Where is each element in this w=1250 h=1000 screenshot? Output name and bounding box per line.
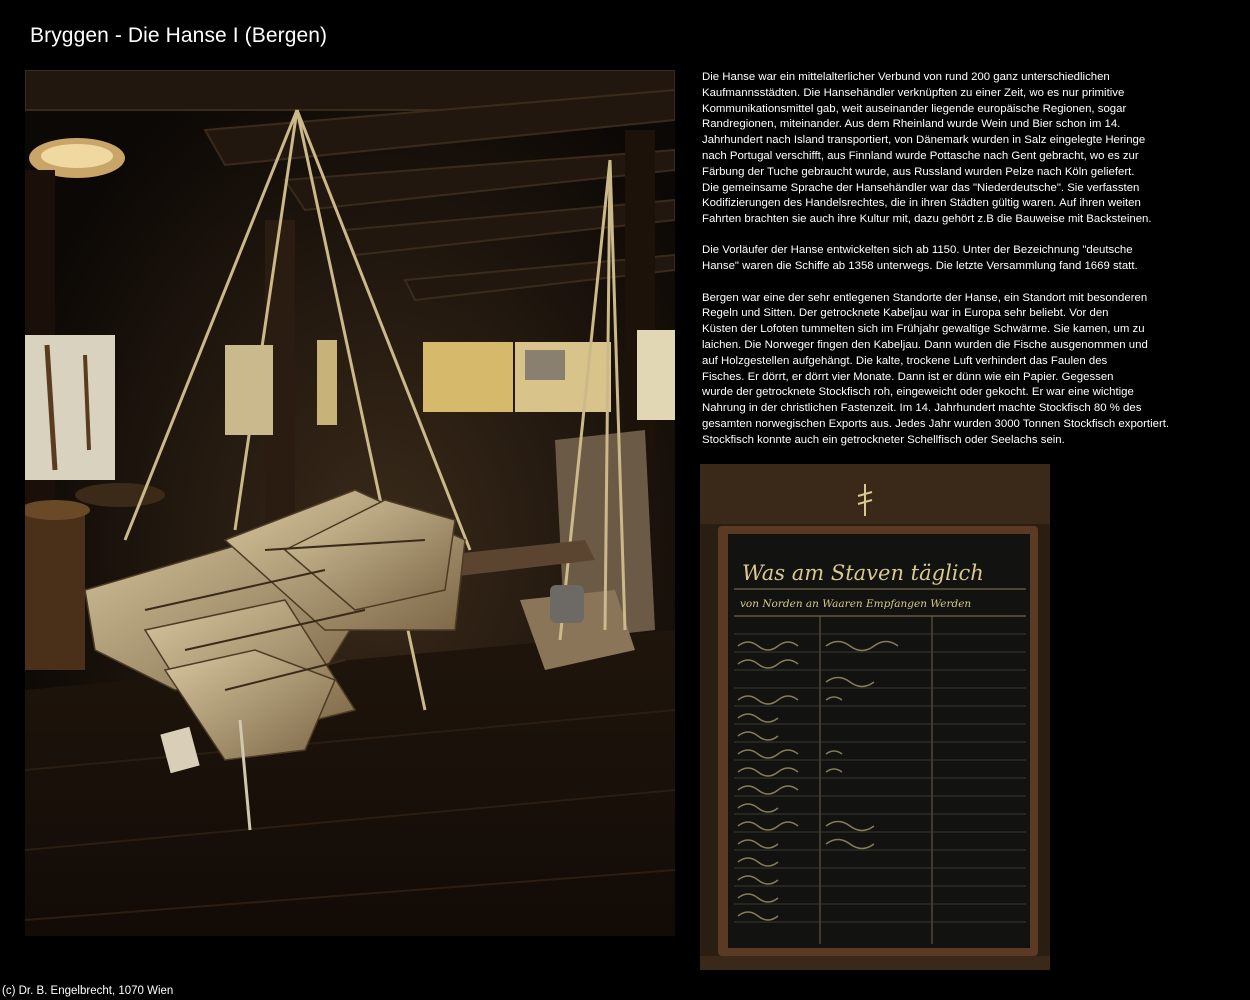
blackboard-illustration [700,464,1050,970]
board-heading: Was am Staven täglich [742,561,984,585]
copyright-credit: (c) Dr. B. Engelbrecht, 1070 Wien [2,985,174,997]
blackboard-photo [700,464,1050,970]
board-subheading: von Norden an Waaren Empfangen Werden [740,598,972,610]
stockfish-scale-photo [25,70,675,936]
description-paragraph: Die Vorläufer der Hanse entwickelten sich ab 1150. Unter der Bezeichnung "deutsche Hanse" waren die Schiffe ab 1358 unterwegs. Die letzte Versammlung fand 1669 statt. [702,244,1138,273]
stockfish-scale-illustration [25,70,675,936]
description-text [702,70,1232,464]
description-paragraph: Die Hanse war ein mittelalterlicher Verbund von rund 200 ganz unterschiedlichen Kaufmannsstädten. Die Hansehändler verknüpften zu einer Zeit, wo es nur primitive Kommunikationsmittel gab, weit auseinander liegende europäische Regionen, sogar Randregionen, miteinander. Aus dem Rheinland wurde Wein und Bier schon im 14. Jahrhundert nach Island transportiert, von Dänemark wurden in Salz eingelegte Heringe nach Portugal verschifft, aus Finnland wurde Pottasche nach Gent gebracht, wo es zur Färbung der Tuche gebraucht wurde, aus Russland wurden Pelze nach Köln geliefert. Die gemeinsame Sprache der Hansehändler war das "Niederdeutsche". Sie verfassten Kodifizierungen des Handelsrechtes, die in ihren Städten gültig waren. Auf ihren weiten Fahrten brachten sie auch ihre Kultur mit, dazu gehört z.B die Bauweise mit Backsteinen. [702,71,1152,226]
description-paragraph: Bergen war eine der sehr entlegenen Standorte der Hanse, ein Standort mit besonderen Regeln und Sitten. Der getrocknete Kabeljau war in Europa sehr beliebt. Vor den Küsten der Lofoten tummelten sich im Frühjahr gewaltige Schwärme. Sie kamen, um zu laichen. Die Norweger fingen den Kabeljau. Dann wurden die Fische ausgenommen und auf Holzgestellen aufgehängt. Die kalte, trockene Luft verhindert das Faulen des Fisches. Er dörrt, er dörrt vier Monate. Dann ist er dünn wie ein Papier. Gegessen wurde der getrocknete Stockfisch roh, eingeweicht oder gekocht. Er war eine wichtige Nahrung in der christlichen Fastenzeit. Im 14. Jahrhundert machte Stockfisch 80 % des gesamten norwegischen Exports aus. Jedes Jahr wurden 3000 Tonnen Stockfisch exportiert. Stockfisch konnte auch ein getrockneter Schellfisch oder Seelachs sein. [702,291,1170,446]
page-title: Bryggen - Die Hanse I (Bergen) [30,24,328,47]
